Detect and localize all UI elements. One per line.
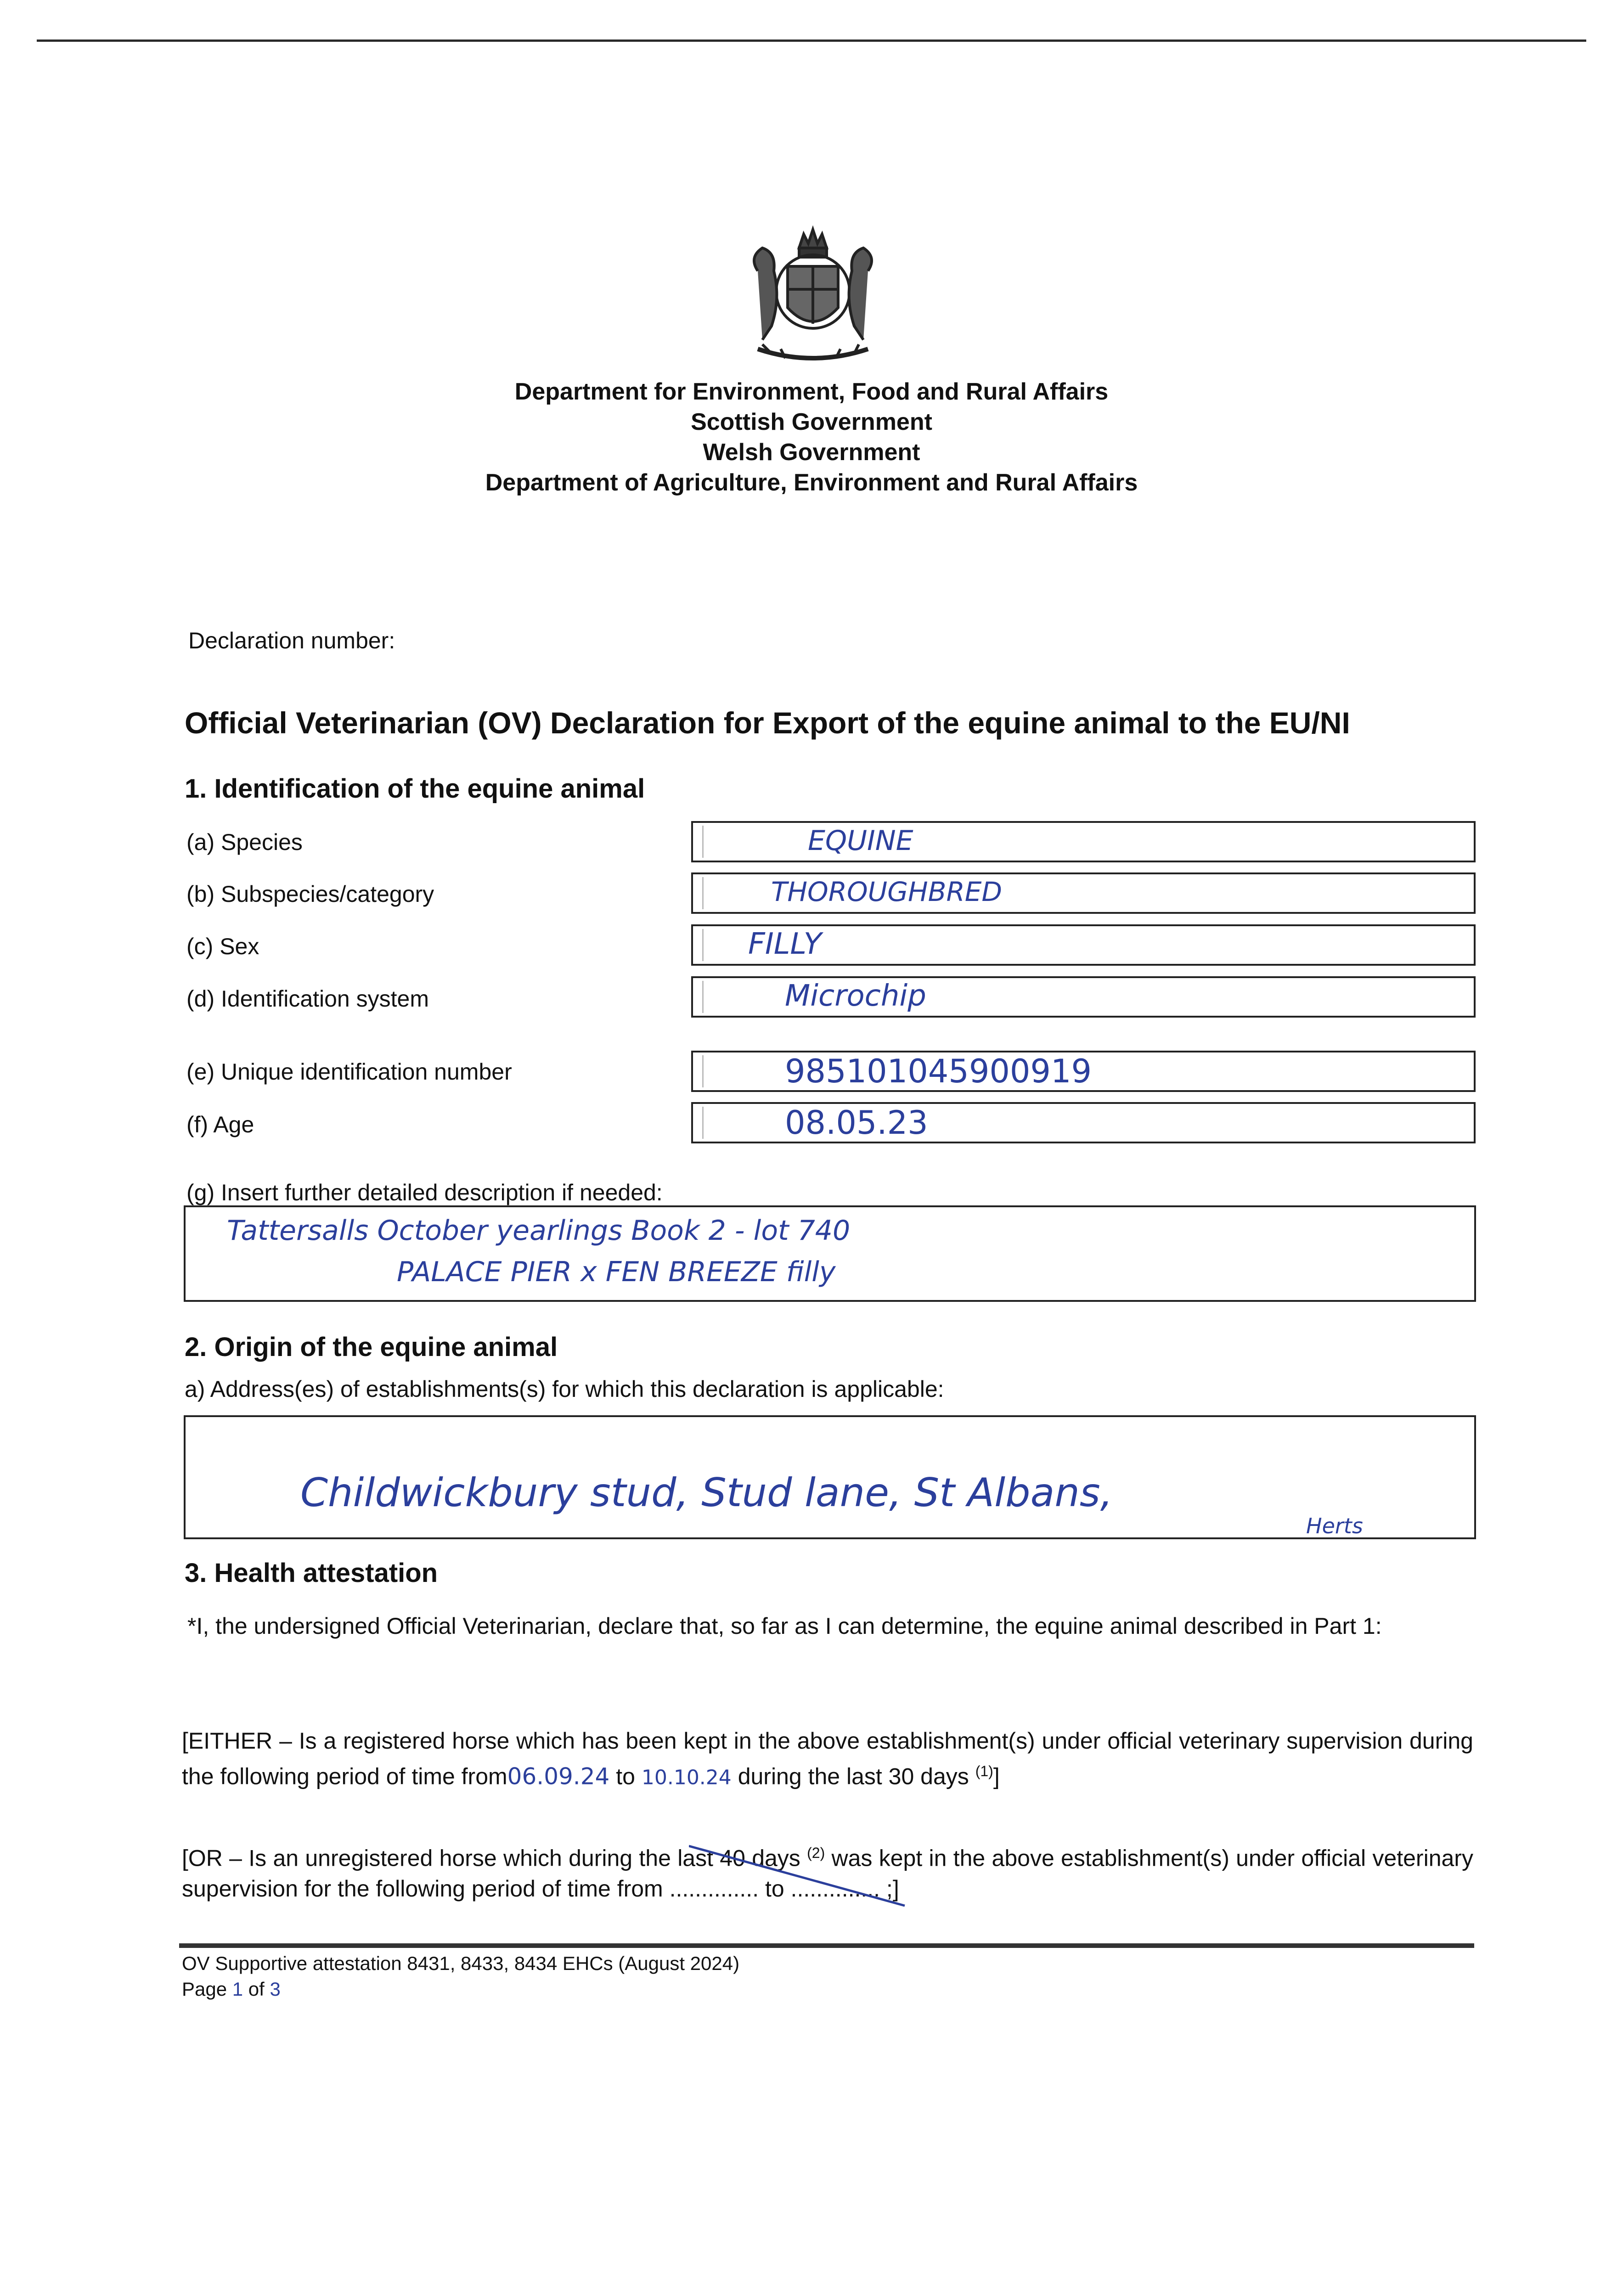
health-attestation-intro: *I, the undersigned Official Veterinarian, declare that, so far as I can determine, the equine animal described in Part 1: [187,1613,1382,1639]
identification-system-value: Microchip [785,979,926,1013]
field-label-identification-system: (d) Identification system [186,986,429,1012]
page-current: 1 [232,1978,243,2000]
further-description-field[interactable] [184,1205,1476,1302]
sex-field[interactable] [691,924,1476,966]
or-footnote-ref: (2) [807,1845,825,1861]
either-clause-text: [EITHER – Is a registered horse which has been kept in the above establishment(s) under official veterinary supervision during the following period of time from [182,1728,1473,1790]
declaration-number-label: Declaration number: [188,628,395,653]
section-2-subheading: a) Address(es) of establishments(s) for which this declaration is applicable: [185,1376,944,1402]
or-clause-end: was kept in the above establishment(s) under official veterinary supervision for the following period of time from .............. to .............. ;] [182,1845,1473,1902]
subspecies-value: THOROUGHBRED [771,876,1003,907]
page-word: Page [182,1978,227,2000]
species-value: EQUINE [808,825,913,857]
form-title: Official Veterinarian (OV) Declaration for Export of the equine animal to the EU/NI [185,706,1350,740]
either-from-date: 06.09.24 [507,1763,610,1790]
field-label-species: (a) Species [186,829,303,855]
field-label-age: (f) Age [186,1112,254,1137]
either-to-date: 10.10.24 [641,1766,732,1790]
address-extra-value: Herts [1306,1514,1363,1538]
either-clause-end: during the last 30 days [738,1763,969,1790]
field-label-subspecies: (b) Subspecies/category [186,881,434,907]
further-description-label: (g) Insert further detailed description if needed: [186,1180,663,1205]
royal-coat-of-arms-icon [730,216,896,372]
identification-system-field[interactable] [691,976,1476,1018]
page-indicator [182,1976,281,2002]
further-description-line-2: PALACE PIER x FEN BREEZE filly [397,1256,836,1288]
dept-line-3: Welsh Government [703,439,920,466]
address-value: Childwickbury stud, Stud lane, St Albans, [300,1470,1113,1516]
strike-through-line [689,1841,909,1910]
further-description-line-1: Tattersalls October yearlings Book 2 - lot 740 [227,1215,851,1247]
unique-id-value: 985101045900919 [785,1052,1092,1090]
age-field[interactable] [691,1102,1476,1143]
dept-line-2: Scottish Government [691,409,932,435]
address-field[interactable] [184,1415,1476,1539]
species-field[interactable] [691,821,1476,862]
subspecies-field[interactable] [691,872,1476,914]
page-total: 3 [270,1978,281,2000]
field-label-sex: (c) Sex [186,934,259,959]
or-clause-text: [OR – Is an unregistered horse which during the last 40 days [182,1845,800,1871]
section-2-heading: 2. Origin of the equine animal [185,1332,558,1362]
footer-attestation: OV Supportive attestation 8431, 8433, 8434 EHCs (August 2024) [182,1953,740,1974]
top-rule [37,39,1586,42]
section-3-heading: 3. Health attestation [185,1558,438,1588]
field-label-unique-id: (e) Unique identification number [186,1059,512,1085]
either-to-word: to [616,1763,635,1790]
either-clause: [EITHER – Is a registered horse which has been kept in the above establishment(s) under official veterinary supervision during the following period of time from06.09.24 to 10.10.24 during the last 30 days $^{(1)}$] [182,1728,1473,1790]
unique-id-field[interactable] [691,1051,1476,1092]
either-footnote-ref: (1) [975,1763,993,1779]
footer-rule [179,1943,1474,1948]
age-value: 08.05.23 [785,1104,928,1142]
dept-line-4: Department of Agriculture, Environment and Rural Affairs [485,469,1138,496]
page-of: of [248,1978,265,2000]
sex-value: FILLY [748,927,822,961]
section-1-heading: 1. Identification of the equine animal [185,774,645,804]
dept-line-1: Department for Environment, Food and Rural Affairs [514,378,1109,405]
